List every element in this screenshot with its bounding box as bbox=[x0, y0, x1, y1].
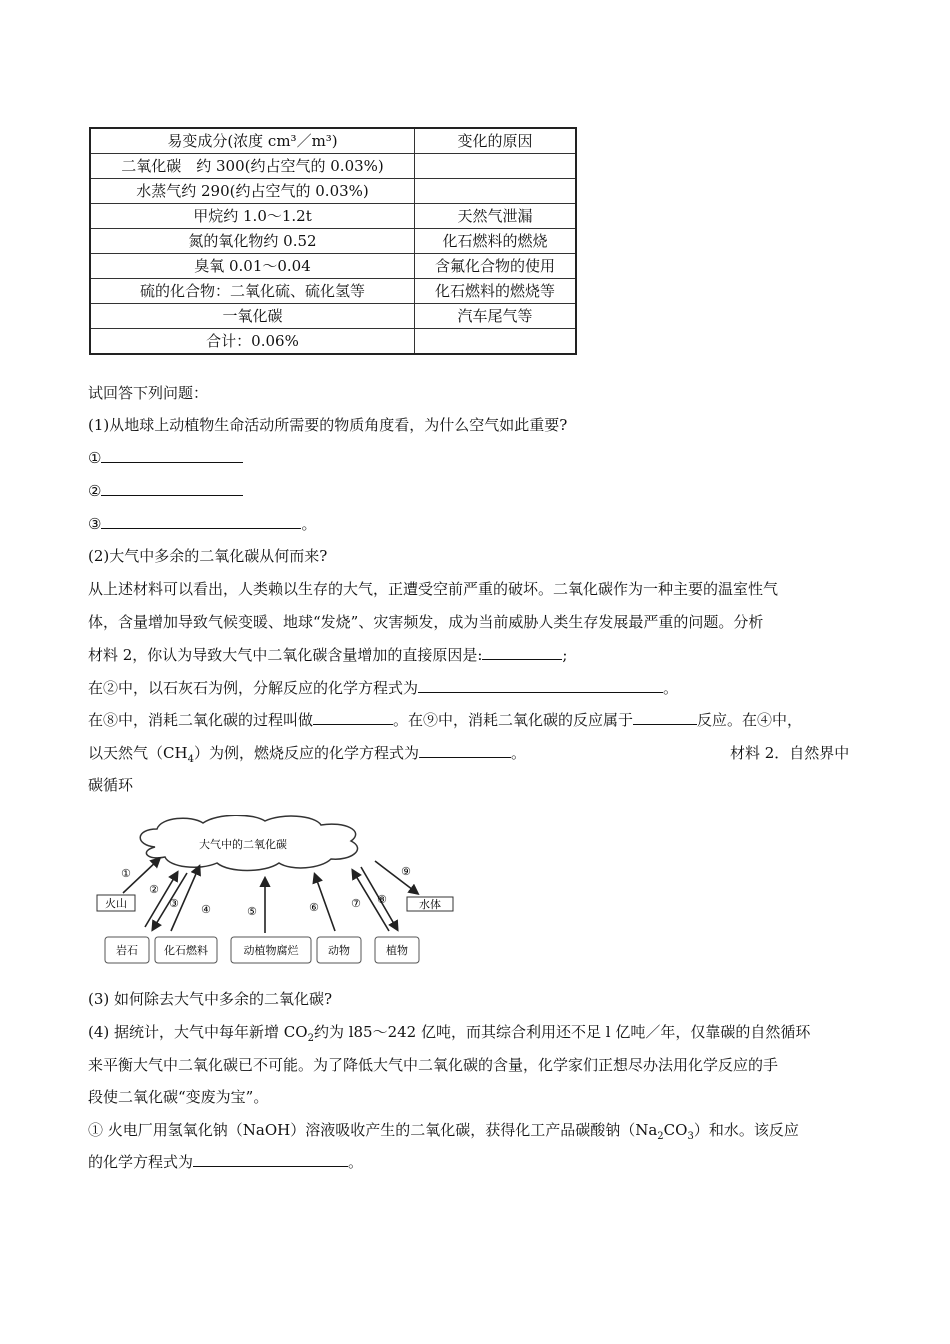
text: 的化学方程式为 bbox=[88, 1153, 194, 1171]
pollutant-table bbox=[89, 127, 577, 355]
table-cell: 硫的化合物：二氧化硫、硫化氢等 bbox=[90, 279, 415, 304]
table-row bbox=[90, 179, 576, 204]
text: ; bbox=[562, 646, 568, 664]
table-cell: 氮的氧化物约 0.52 bbox=[90, 229, 415, 254]
table-row bbox=[90, 204, 576, 229]
step-number: ⑦ bbox=[351, 897, 361, 910]
table-cell: 化石燃料的燃烧等 bbox=[415, 279, 577, 304]
table-row bbox=[90, 304, 576, 329]
answer-blank[interactable] bbox=[313, 709, 393, 725]
text: ）和水。该反应 bbox=[693, 1121, 799, 1139]
table-header-row bbox=[90, 128, 576, 154]
text: 。 bbox=[510, 744, 526, 762]
circled-number: ① bbox=[88, 449, 102, 467]
text: 材料 2，你认为导致大气中二氧化碳含量增加的直接原因是: bbox=[88, 646, 483, 664]
table-row bbox=[90, 254, 576, 279]
box-label: 植物 bbox=[386, 944, 408, 957]
text: 在⑧中，消耗二氧化碳的过程叫做 bbox=[88, 711, 314, 729]
table-row bbox=[90, 154, 576, 179]
box-label: 岩石 bbox=[116, 944, 138, 957]
answer-line-1 bbox=[88, 447, 243, 467]
answer-blank[interactable] bbox=[193, 1151, 348, 1167]
question-4-line: 段使二氧化碳“变废为宝”。 bbox=[88, 1088, 269, 1106]
material-label: 材料 2．自然界中 bbox=[730, 744, 850, 762]
paragraph-line: 碳循环 bbox=[88, 776, 134, 794]
text: 。在⑨中，消耗二氧化碳的反应属于 bbox=[393, 711, 634, 729]
step-number: ⑥ bbox=[309, 901, 319, 914]
paragraph-line bbox=[88, 742, 526, 765]
text: ）为例，燃烧反应的化学方程式为 bbox=[193, 744, 419, 762]
step-number: ④ bbox=[201, 903, 211, 916]
question-1: (1)从地球上动植物生命活动所需要的物质角度看，为什么空气如此重要? bbox=[88, 416, 568, 434]
table-cell: 一氧化碳 bbox=[90, 304, 415, 329]
circled-number: ③ bbox=[88, 515, 102, 533]
table-row bbox=[90, 279, 576, 304]
paragraph-line bbox=[88, 644, 567, 665]
table-cell: 汽车尾气等 bbox=[415, 304, 577, 329]
box-label: 动植物腐烂 bbox=[243, 944, 299, 957]
table-cell: 水蒸气约 290(约占空气的 0.03%) bbox=[90, 179, 415, 204]
text: (4) 据统计，大气中每年新增 CO bbox=[88, 1023, 308, 1041]
text: 以天然气（CH bbox=[88, 744, 188, 762]
question-4-line bbox=[88, 1119, 799, 1142]
subscript: 3 bbox=[687, 1131, 694, 1142]
text: 约为 l85～242 亿吨，而其综合利用还不足 l 亿吨／年，仅靠碳的自然循环 bbox=[313, 1023, 811, 1041]
circled-number: ② bbox=[88, 482, 102, 500]
answer-blank[interactable] bbox=[101, 513, 301, 529]
step-number: ⑤ bbox=[247, 905, 257, 918]
water-label: 水体 bbox=[419, 898, 441, 911]
text: CO bbox=[663, 1121, 688, 1139]
step-number: ① bbox=[121, 867, 131, 880]
volcano-label: 火山 bbox=[105, 897, 127, 910]
box-label: 化石燃料 bbox=[164, 944, 208, 957]
paragraph-line bbox=[88, 677, 678, 698]
question-2: (2)大气中多余的二氧化碳从何而来? bbox=[88, 547, 328, 565]
period: 。 bbox=[301, 515, 317, 533]
subscript: 2 bbox=[657, 1131, 664, 1142]
intro-text: 试回答下列问题： bbox=[88, 384, 209, 402]
table-row bbox=[90, 229, 576, 254]
text: 反应。在④中， bbox=[697, 711, 803, 729]
paragraph-line: 体，含量增加导致气候变暖、地球“发烧”、灾害频发，成为当前威胁人类生存发展最严重的问题。分析 bbox=[88, 613, 764, 631]
answer-line-2 bbox=[88, 480, 243, 500]
answer-blank[interactable] bbox=[101, 447, 243, 463]
answer-blank[interactable] bbox=[633, 709, 697, 725]
paragraph-line: 从上述材料可以看出，人类赖以生存的大气，正遭受空前严重的破坏。二氧化碳作为一种主要的温室性气 bbox=[88, 580, 779, 598]
box-label: 动物 bbox=[328, 944, 350, 957]
answer-blank[interactable] bbox=[101, 480, 243, 496]
step-number: ② bbox=[149, 883, 159, 896]
answer-blank[interactable] bbox=[482, 644, 562, 660]
table-cell bbox=[415, 179, 577, 204]
answer-blank[interactable] bbox=[418, 677, 663, 693]
carbon-cycle-diagram bbox=[95, 815, 455, 970]
table-header-cell: 易变成分(浓度 cm³／m³) bbox=[90, 128, 415, 154]
text: 。 bbox=[663, 679, 679, 697]
table-row bbox=[90, 329, 576, 355]
table-cell: 臭氧 0.01～0.04 bbox=[90, 254, 415, 279]
table-cell: 合计：0.06% bbox=[90, 329, 415, 355]
subscript: 4 bbox=[187, 754, 194, 765]
question-4-line bbox=[88, 1021, 810, 1044]
question-4-line bbox=[88, 1151, 363, 1172]
cloud-label: 大气中的二氧化碳 bbox=[199, 838, 287, 851]
table-header-cell: 变化的原因 bbox=[415, 128, 577, 154]
text: ① 火电厂用氢氧化钠（NaOH）溶液吸收产生的二氧化碳，获得化工产品碳酸钠（Na bbox=[88, 1121, 658, 1139]
table-cell: 二氧化碳 约 300(约占空气的 0.03%) bbox=[90, 154, 415, 179]
table-cell: 甲烷约 1.0～1.2t bbox=[90, 204, 415, 229]
table-cell: 含氟化合物的使用 bbox=[415, 254, 577, 279]
step-number: ⑧ bbox=[377, 893, 387, 906]
paragraph-line bbox=[88, 709, 802, 730]
text: 。 bbox=[348, 1153, 364, 1171]
subscript: 2 bbox=[307, 1033, 314, 1044]
text: 在②中，以石灰石为例，分解反应的化学方程式为 bbox=[88, 679, 419, 697]
question-3: (3) 如何除去大气中多余的二氧化碳? bbox=[88, 990, 333, 1008]
table-cell: 天然气泄漏 bbox=[415, 204, 577, 229]
table-cell: 化石燃料的燃烧 bbox=[415, 229, 577, 254]
answer-blank[interactable] bbox=[419, 742, 511, 758]
question-4-line: 来平衡大气中二氧化碳已不可能。为了降低大气中二氧化碳的含量，化学家们正想尽办法用化学反应的手 bbox=[88, 1056, 779, 1074]
step-number: ⑨ bbox=[401, 865, 411, 878]
answer-line-3 bbox=[88, 513, 316, 534]
step-number: ③ bbox=[169, 897, 179, 910]
table-cell bbox=[415, 154, 577, 179]
table-cell bbox=[415, 329, 577, 355]
